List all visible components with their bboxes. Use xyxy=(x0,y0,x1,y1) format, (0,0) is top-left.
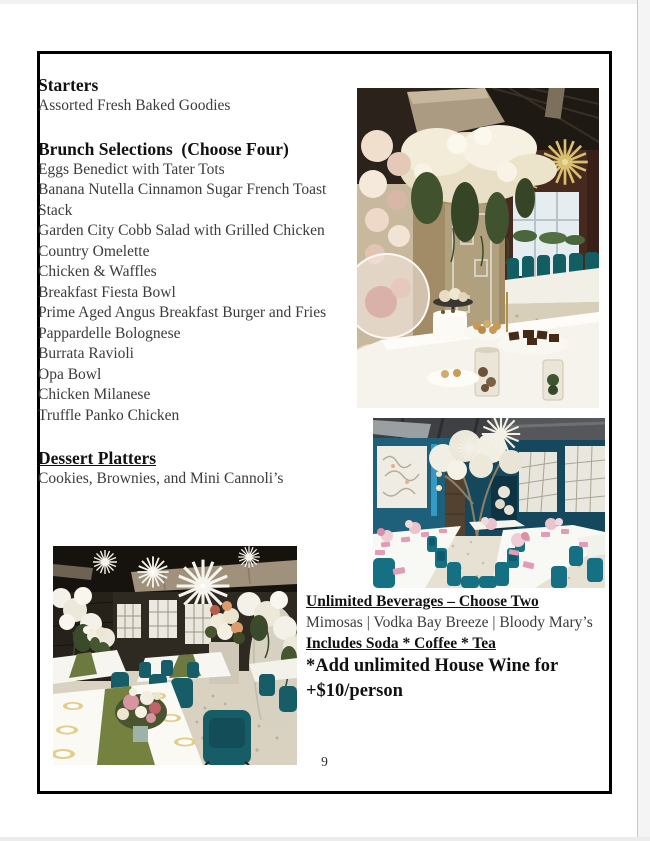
starters-heading: Starters xyxy=(38,75,99,95)
menu-item: Prime Aged Angus Breakfast Burger and Fries xyxy=(38,304,327,321)
dessert-heading: Dessert Platters xyxy=(38,448,157,468)
menu-item: Chicken & Waffles xyxy=(38,263,157,280)
menu-item: Eggs Benedict with Tater Tots xyxy=(38,160,225,178)
menu-item: Truffle Panko Chicken xyxy=(38,406,180,424)
menu-item: Banana Nutella Cinnamon Sugar French Toast Stack xyxy=(38,181,327,219)
menu-item: Breakfast Fiesta Bowl xyxy=(38,283,176,301)
beverages-heading: Unlimited Beverages – Choose Two xyxy=(306,593,539,610)
starters-item: Assorted Fresh Baked Goodies xyxy=(38,97,231,114)
menu-item: Burrata Ravioli xyxy=(38,345,134,362)
dessert-table-with-balloons-photo xyxy=(357,88,599,408)
beverages-options: Mimosas | Vodka Bay Breeze | Bloody Mary’s xyxy=(306,614,593,631)
page-number: 9 xyxy=(321,754,328,769)
menu-item: Opa Bowl xyxy=(38,365,102,383)
blue-dining-room-long-tables-photo xyxy=(373,418,605,588)
beverages-includes: Includes Soda * Coffee * Tea xyxy=(306,635,496,652)
page-edge-top xyxy=(0,0,650,4)
page-edge-right-line xyxy=(637,0,638,841)
menu-left-column xyxy=(38,74,328,490)
floral-dining-room-chandeliers-photo xyxy=(53,546,297,765)
brunch-heading: Brunch Selections (Choose Four) xyxy=(38,138,289,159)
page-edge-right xyxy=(638,0,650,841)
beverages-block xyxy=(306,591,594,703)
beverages-addon: *Add unlimited House Wine for +$10/person xyxy=(306,656,558,701)
page-edge-bottom xyxy=(0,837,650,841)
menu-item: Chicken Milanese xyxy=(38,386,151,403)
menu-item: Country Omelette xyxy=(38,242,150,260)
menu-item: Pappardelle Bolognese xyxy=(38,324,181,342)
menu-item: Garden City Cobb Salad with Grilled Chicken xyxy=(38,222,325,239)
dessert-item: Cookies, Brownies, and Mini Cannoli’s xyxy=(38,470,284,487)
